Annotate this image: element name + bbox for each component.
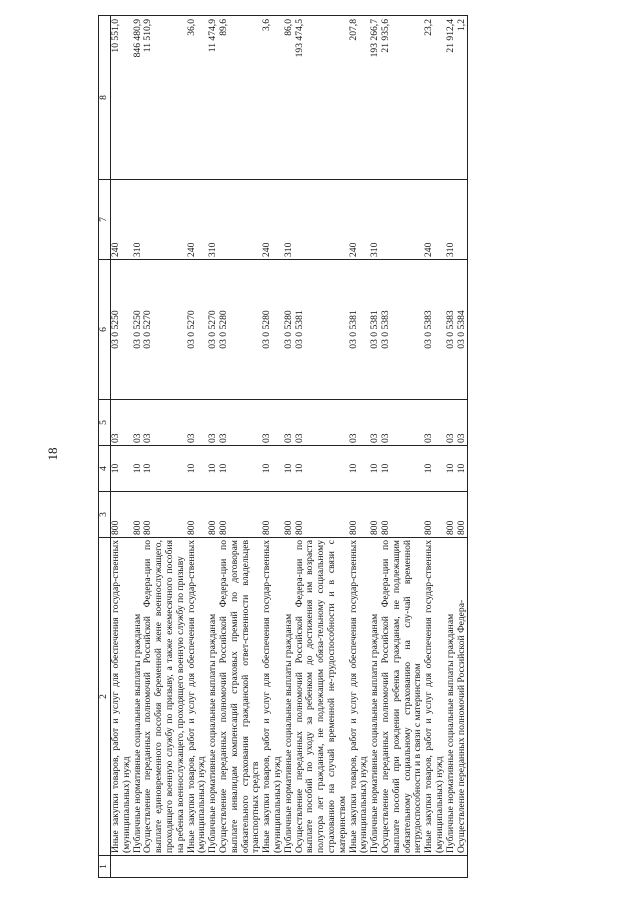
amount: 846 480,9	[133, 16, 144, 180]
blank-cell	[143, 856, 186, 878]
code-grbs: 800	[262, 492, 284, 538]
row-name: Иные закупки товаров, работ и услуг для обеспечения государ-ственных (муниципальных) нужд	[349, 538, 371, 856]
blank-cell	[381, 856, 424, 878]
amount: 23,2	[424, 16, 446, 180]
column-header: 3	[99, 492, 111, 538]
code-subsection: 03	[295, 400, 349, 446]
blank-cell	[187, 856, 209, 878]
code-grbs: 800	[187, 492, 209, 538]
amount: 3,6	[262, 16, 284, 180]
code-section: 10	[424, 446, 446, 492]
table-row	[187, 16, 209, 878]
code-subsection: 03	[370, 400, 381, 446]
code-subsection: 03	[457, 400, 468, 446]
code-grbs: 800	[446, 492, 457, 538]
column-header: 5	[99, 400, 111, 446]
code-target-article: 03 0 5270	[143, 260, 186, 400]
code-subsection: 03	[187, 400, 209, 446]
code-subsection: 03	[133, 400, 144, 446]
code-grbs: 800	[349, 492, 371, 538]
code-section: 10	[295, 446, 349, 492]
code-grbs: 800	[133, 492, 144, 538]
row-name: Публичные нормативные социальные выплаты гражданам	[284, 538, 295, 856]
table-row	[111, 16, 133, 878]
budget-table	[98, 15, 468, 878]
code-subsection: 03	[111, 400, 133, 446]
code-subsection: 03	[349, 400, 371, 446]
code-expense-type	[295, 180, 349, 260]
code-section: 10	[457, 446, 468, 492]
code-target-article: 03 0 5270	[187, 260, 209, 400]
column-header: 8	[99, 16, 111, 180]
code-subsection: 03	[284, 400, 295, 446]
amount: 1,2	[457, 16, 468, 180]
amount: 21 912,4	[446, 16, 457, 180]
code-expense-type: 240	[262, 180, 284, 260]
column-header: 4	[99, 446, 111, 492]
code-target-article: 03 0 5280	[262, 260, 284, 400]
amount: 36,0	[187, 16, 209, 180]
code-grbs: 800	[295, 492, 349, 538]
row-name: Иные закупки товаров, работ и услуг для обеспечения государ-ственных (муниципальных) нужд	[262, 538, 284, 856]
blank-cell	[446, 856, 457, 878]
code-target-article: 03 0 5383	[424, 260, 446, 400]
row-name: Публичные нормативные социальные выплаты гражданам	[446, 538, 457, 856]
table-row	[381, 16, 424, 878]
code-section: 10	[187, 446, 209, 492]
column-header: 6	[99, 260, 111, 400]
code-section: 10	[143, 446, 186, 492]
row-name: Осуществление переданных полномочий Российской Федера-ции по выплате пособий при рождении ребенка гражданам, не подлежащим обязательному социальному страхованию на слу-чай временной нетрудоспособности и в связи с материнством	[381, 538, 424, 856]
code-subsection: 03	[424, 400, 446, 446]
code-subsection: 03	[446, 400, 457, 446]
table-row	[295, 16, 349, 878]
table-row	[349, 16, 371, 878]
amount: 11 510,9	[143, 16, 186, 180]
code-subsection: 03	[143, 400, 186, 446]
code-grbs: 800	[284, 492, 295, 538]
code-grbs: 800	[370, 492, 381, 538]
row-name: Публичные нормативные социальные выплаты гражданам	[370, 538, 381, 856]
code-grbs: 800	[143, 492, 186, 538]
blank-cell	[219, 856, 262, 878]
blank-cell	[208, 856, 219, 878]
code-target-article: 03 0 5250	[133, 260, 144, 400]
amount: 11 474,9	[208, 16, 219, 180]
blank-cell	[133, 856, 144, 878]
row-name: Осуществление переданных полномочий Российской Федера-ции по выплате единовременного пособия беременной жене военнослужащего, проходящего военную службу по призыву, а также ежемесячного пособия на ребенка военнослужащего, проходящего военную службу по призыву	[143, 538, 186, 856]
code-expense-type: 310	[208, 180, 219, 260]
code-expense-type: 240	[111, 180, 133, 260]
code-expense-type: 240	[187, 180, 209, 260]
code-section: 10	[133, 446, 144, 492]
code-section: 10	[349, 446, 371, 492]
amount: 207,8	[349, 16, 371, 180]
blank-cell	[111, 856, 133, 878]
page-number: 18	[45, 447, 60, 461]
code-subsection: 03	[219, 400, 262, 446]
code-expense-type	[219, 180, 262, 260]
code-grbs: 800	[424, 492, 446, 538]
rotated-table-area	[98, 16, 576, 878]
code-subsection: 03	[208, 400, 219, 446]
code-target-article: 03 0 5381	[295, 260, 349, 400]
code-section: 10	[370, 446, 381, 492]
code-expense-type: 310	[284, 180, 295, 260]
row-name: Иные закупки товаров, работ и услуг для обеспечения государ-ственных (муниципальных) нужд	[187, 538, 209, 856]
table-row	[457, 16, 468, 878]
code-expense-type	[381, 180, 424, 260]
header-row	[99, 16, 111, 878]
amount: 21 935,6	[381, 16, 424, 180]
blank-cell	[284, 856, 295, 878]
code-target-article: 03 0 5381	[370, 260, 381, 400]
code-target-article: 03 0 5280	[284, 260, 295, 400]
code-section: 10	[262, 446, 284, 492]
column-header: 2	[99, 538, 111, 856]
amount: 193 266,7	[370, 16, 381, 180]
code-section: 10	[446, 446, 457, 492]
code-target-article: 03 0 5384	[457, 260, 468, 400]
code-subsection: 03	[262, 400, 284, 446]
code-grbs: 800	[381, 492, 424, 538]
code-section: 10	[111, 446, 133, 492]
code-expense-type: 310	[133, 180, 144, 260]
code-grbs: 800	[208, 492, 219, 538]
code-section: 10	[208, 446, 219, 492]
code-grbs: 800	[457, 492, 468, 538]
blank-cell	[370, 856, 381, 878]
table-row	[284, 16, 295, 878]
code-grbs: 800	[111, 492, 133, 538]
row-name: Иные закупки товаров, работ и услуг для обеспечения государ-ственных (муниципальных) нужд	[111, 538, 133, 856]
column-header: 7	[99, 180, 111, 260]
code-expense-type: 240	[424, 180, 446, 260]
row-name: Иные закупки товаров, работ и услуг для обеспечения государ-ственных (муниципальных) нужд	[424, 538, 446, 856]
table-row	[143, 16, 186, 878]
code-expense-type: 310	[446, 180, 457, 260]
table-row	[262, 16, 284, 878]
code-target-article: 03 0 5383	[446, 260, 457, 400]
amount: 86,0	[284, 16, 295, 180]
code-section: 10	[284, 446, 295, 492]
row-name: Осуществление переданных полномочий Российской Федера-	[457, 538, 468, 856]
blank-cell	[457, 856, 468, 878]
code-subsection: 03	[381, 400, 424, 446]
code-expense-type	[457, 180, 468, 260]
amount: 10 551,0	[111, 16, 133, 180]
code-section: 10	[381, 446, 424, 492]
code-target-article: 03 0 5250	[111, 260, 133, 400]
amount: 89,6	[219, 16, 262, 180]
code-expense-type: 310	[370, 180, 381, 260]
row-name: Публичные нормативные социальные выплаты гражданам	[133, 538, 144, 856]
blank-cell	[424, 856, 446, 878]
table-row	[219, 16, 262, 878]
code-expense-type: 240	[349, 180, 371, 260]
amount: 193 474,5	[295, 16, 349, 180]
code-expense-type	[143, 180, 186, 260]
table-body	[111, 16, 468, 878]
table-row	[424, 16, 446, 878]
code-grbs: 800	[219, 492, 262, 538]
row-name: Осуществление переданных полномочий Российской Федера-ции по выплате инвалидам компенсаций страховых премий по договорам обязательного страхования гражданской ответ-ственности владельцев транспортных средств	[219, 538, 262, 856]
code-target-article: 03 0 5270	[208, 260, 219, 400]
code-target-article: 03 0 5280	[219, 260, 262, 400]
code-target-article: 03 0 5381	[349, 260, 371, 400]
column-header: 1	[99, 856, 111, 878]
code-target-article: 03 0 5383	[381, 260, 424, 400]
blank-cell	[349, 856, 371, 878]
code-section: 10	[219, 446, 262, 492]
row-name: Публичные нормативные социальные выплаты гражданам	[208, 538, 219, 856]
row-name: Осуществление переданных полномочий Российской Федера-ции по выплате пособий по уходу за ребенком до достижения им возраста полутора лет гражданам, не подлежащим обяза-тельному социальному страхованию на случай временной не-трудоспособности и в связи с материнством	[295, 538, 349, 856]
blank-cell	[295, 856, 349, 878]
blank-cell	[262, 856, 284, 878]
table-row	[446, 16, 457, 878]
